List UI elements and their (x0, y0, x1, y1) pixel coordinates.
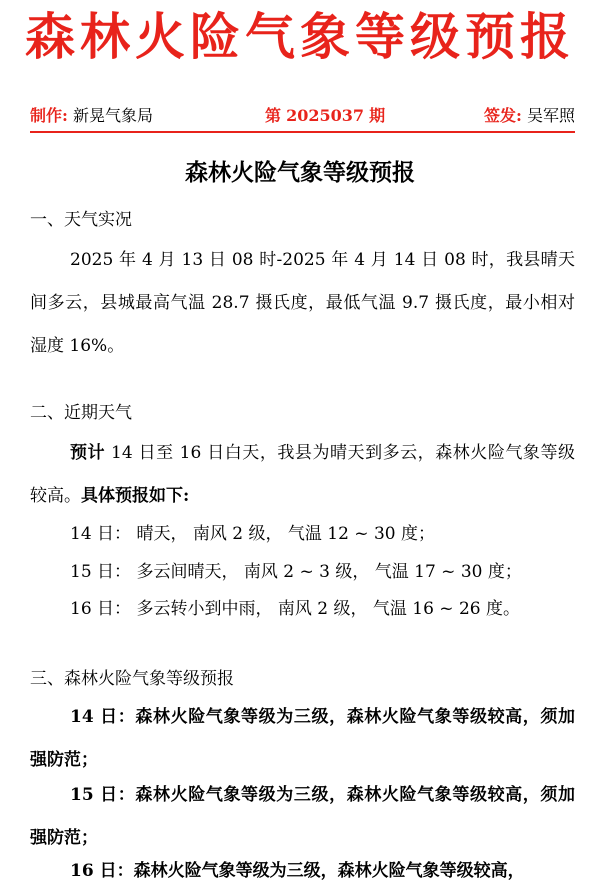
weather-observed-paragraph: 2025 年 4 月 13 日 08 时-2025 年 4 月 14 日 08 时，我县晴天间多云，县城最高气温 28.7 摄氏度，最低气温 9.7 摄氏度，最小相对湿度 16%。 (30, 250, 575, 356)
producer-info (30, 103, 153, 129)
fire-risk-day15: 15 日：森林火险气象等级为三级，森林火险气象等级较高，须加强防范； (30, 785, 575, 848)
signer-label: 签发: (483, 106, 522, 125)
masthead-title: 森林火险气象等级预报 (25, 8, 575, 66)
issue-suffix: 期 (369, 106, 386, 125)
signer-info (484, 103, 575, 129)
producer-label: 制作: (30, 106, 68, 125)
intro-tail: 具体预报如下: (81, 486, 190, 506)
recent-weather-intro (30, 432, 575, 518)
producer-name: 新晃气象局 (73, 106, 154, 125)
section-heading-recent-weather: 二、近期天气 (30, 403, 132, 423)
section-heading-weather-observed: 一、天气实况 (30, 210, 132, 230)
fire-risk-day16: 16 日：森林火险气象等级为三级，森林火险气象等级较高， (70, 861, 525, 881)
signer-name: 吴军照 (526, 106, 575, 125)
forecast-item-day16: 16 日： 多云转小到中雨， 南风 2 级， 气温 16 ~ 26 度。 (70, 599, 520, 619)
intro-text: 14 日至 16 日白天，我县为晴天到多云，森林火险气象等级较高。 (30, 443, 576, 506)
issue-prefix: 第 (265, 106, 282, 125)
issue-number: 2025037 (286, 106, 365, 125)
issue-info (265, 103, 385, 129)
document-title: 森林火险气象等级预报 (185, 160, 415, 186)
header-divider (30, 131, 575, 133)
section-heading-fire-risk: 三、森林火险气象等级预报 (30, 669, 234, 689)
issue-info-bar (30, 103, 575, 129)
forecast-item-day15: 15 日： 多云间晴天， 南风 2 ~ 3 级， 气温 17 ~ 30 度； (70, 562, 522, 582)
intro-lead: 预计 (70, 443, 106, 463)
forecast-item-day14: 14 日： 晴天， 南风 2 级， 气温 12 ~ 30 度； (70, 524, 435, 544)
fire-risk-day14: 14 日：森林火险气象等级为三级，森林火险气象等级较高，须加强防范； (30, 707, 575, 770)
